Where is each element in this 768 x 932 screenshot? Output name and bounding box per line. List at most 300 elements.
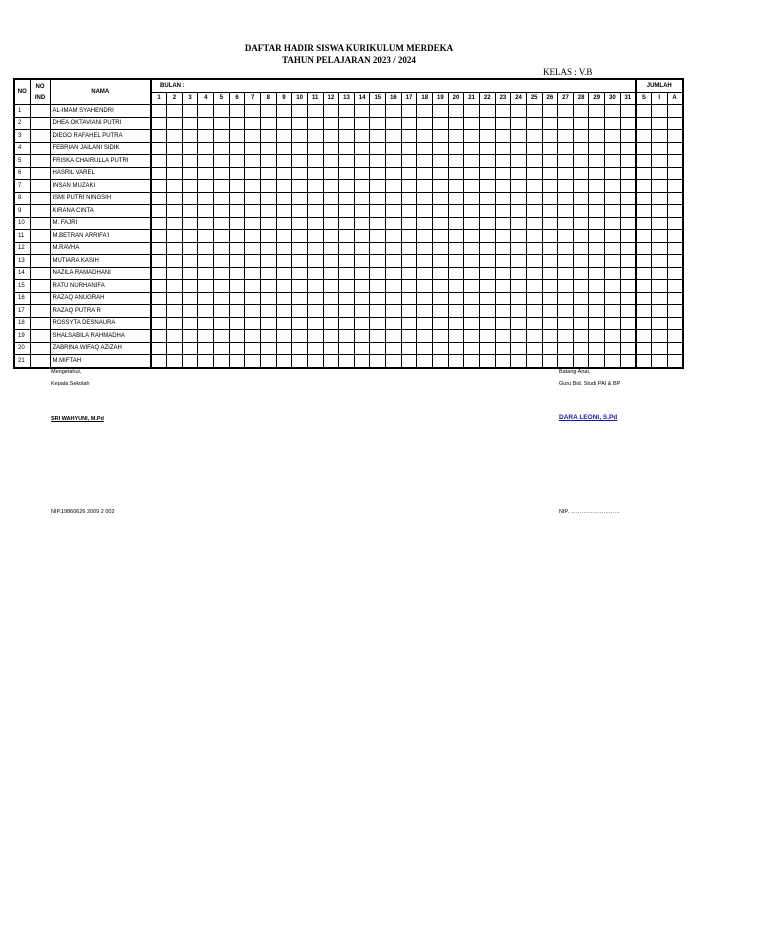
attendance-cell[interactable] [511,217,527,230]
attendance-cell[interactable] [214,242,230,255]
attendance-cell[interactable] [511,242,527,255]
attendance-cell[interactable] [323,330,339,343]
attendance-cell[interactable] [339,142,355,155]
attendance-cell[interactable] [386,280,402,293]
attendance-cell[interactable] [417,330,433,343]
attendance-cell[interactable] [245,292,261,305]
attendance-cell[interactable] [495,317,511,330]
attendance-cell[interactable] [182,192,198,205]
attendance-cell[interactable] [573,342,589,355]
attendance-cell[interactable] [620,355,636,368]
attendance-cell[interactable] [605,142,621,155]
attendance-cell[interactable] [558,280,574,293]
jumlah-cell[interactable] [667,205,683,218]
attendance-cell[interactable] [401,242,417,255]
attendance-cell[interactable] [276,292,292,305]
attendance-cell[interactable] [526,142,542,155]
attendance-cell[interactable] [542,230,558,243]
attendance-cell[interactable] [151,217,167,230]
attendance-cell[interactable] [214,142,230,155]
attendance-cell[interactable] [620,342,636,355]
attendance-cell[interactable] [307,305,323,318]
attendance-cell[interactable] [448,205,464,218]
attendance-cell[interactable] [479,317,495,330]
attendance-cell[interactable] [605,330,621,343]
attendance-cell[interactable] [620,142,636,155]
attendance-cell[interactable] [433,180,449,193]
attendance-cell[interactable] [198,217,214,230]
attendance-cell[interactable] [620,230,636,243]
attendance-cell[interactable] [370,167,386,180]
attendance-cell[interactable] [511,105,527,118]
attendance-cell[interactable] [182,342,198,355]
attendance-cell[interactable] [339,292,355,305]
attendance-cell[interactable] [229,230,245,243]
attendance-cell[interactable] [464,142,480,155]
attendance-cell[interactable] [605,217,621,230]
attendance-cell[interactable] [417,105,433,118]
attendance-cell[interactable] [448,267,464,280]
attendance-cell[interactable] [433,242,449,255]
student-no-ind-cell[interactable] [30,280,50,293]
attendance-cell[interactable] [214,217,230,230]
attendance-cell[interactable] [198,117,214,130]
attendance-cell[interactable] [354,205,370,218]
attendance-cell[interactable] [401,255,417,268]
attendance-cell[interactable] [260,142,276,155]
attendance-cell[interactable] [495,130,511,143]
jumlah-cell[interactable] [667,142,683,155]
attendance-cell[interactable] [464,255,480,268]
attendance-cell[interactable] [401,155,417,168]
attendance-cell[interactable] [276,355,292,368]
attendance-cell[interactable] [542,205,558,218]
attendance-cell[interactable] [479,205,495,218]
attendance-cell[interactable] [620,130,636,143]
attendance-cell[interactable] [229,242,245,255]
attendance-cell[interactable] [214,192,230,205]
attendance-cell[interactable] [605,167,621,180]
attendance-cell[interactable] [605,205,621,218]
attendance-cell[interactable] [182,330,198,343]
attendance-cell[interactable] [167,305,183,318]
attendance-cell[interactable] [433,167,449,180]
attendance-cell[interactable] [198,130,214,143]
attendance-cell[interactable] [292,255,308,268]
attendance-cell[interactable] [620,117,636,130]
attendance-cell[interactable] [448,317,464,330]
attendance-cell[interactable] [339,117,355,130]
attendance-cell[interactable] [448,330,464,343]
attendance-cell[interactable] [370,205,386,218]
attendance-cell[interactable] [433,305,449,318]
attendance-cell[interactable] [339,342,355,355]
attendance-cell[interactable] [526,292,542,305]
jumlah-cell[interactable] [651,117,667,130]
attendance-cell[interactable] [339,192,355,205]
attendance-cell[interactable] [276,205,292,218]
attendance-cell[interactable] [339,167,355,180]
attendance-cell[interactable] [214,317,230,330]
attendance-cell[interactable] [292,155,308,168]
attendance-cell[interactable] [151,355,167,368]
attendance-cell[interactable] [526,217,542,230]
attendance-cell[interactable] [495,355,511,368]
jumlah-cell[interactable] [636,192,652,205]
attendance-cell[interactable] [198,255,214,268]
attendance-cell[interactable] [245,305,261,318]
attendance-cell[interactable] [214,330,230,343]
attendance-cell[interactable] [354,117,370,130]
attendance-cell[interactable] [417,230,433,243]
attendance-cell[interactable] [464,330,480,343]
attendance-cell[interactable] [605,130,621,143]
attendance-cell[interactable] [151,255,167,268]
attendance-cell[interactable] [605,317,621,330]
jumlah-cell[interactable] [651,105,667,118]
attendance-cell[interactable] [323,205,339,218]
attendance-cell[interactable] [573,167,589,180]
attendance-cell[interactable] [620,167,636,180]
attendance-cell[interactable] [370,192,386,205]
jumlah-cell[interactable] [636,142,652,155]
attendance-cell[interactable] [151,117,167,130]
attendance-cell[interactable] [620,267,636,280]
attendance-cell[interactable] [167,267,183,280]
jumlah-cell[interactable] [636,117,652,130]
attendance-cell[interactable] [417,217,433,230]
attendance-cell[interactable] [386,267,402,280]
attendance-cell[interactable] [151,317,167,330]
attendance-cell[interactable] [354,105,370,118]
attendance-cell[interactable] [620,280,636,293]
attendance-cell[interactable] [417,142,433,155]
attendance-cell[interactable] [354,280,370,293]
jumlah-cell[interactable] [667,305,683,318]
attendance-cell[interactable] [511,155,527,168]
attendance-cell[interactable] [417,205,433,218]
attendance-cell[interactable] [605,155,621,168]
attendance-cell[interactable] [589,192,605,205]
attendance-cell[interactable] [589,317,605,330]
attendance-cell[interactable] [182,292,198,305]
attendance-cell[interactable] [558,130,574,143]
attendance-cell[interactable] [370,242,386,255]
student-no-ind-cell[interactable] [30,142,50,155]
attendance-cell[interactable] [511,180,527,193]
attendance-cell[interactable] [417,280,433,293]
attendance-cell[interactable] [307,117,323,130]
attendance-cell[interactable] [464,267,480,280]
attendance-cell[interactable] [511,255,527,268]
attendance-cell[interactable] [401,217,417,230]
attendance-cell[interactable] [354,242,370,255]
attendance-cell[interactable] [433,342,449,355]
attendance-cell[interactable] [339,255,355,268]
attendance-cell[interactable] [276,242,292,255]
attendance-cell[interactable] [198,280,214,293]
attendance-cell[interactable] [151,205,167,218]
attendance-cell[interactable] [526,105,542,118]
attendance-cell[interactable] [526,242,542,255]
attendance-cell[interactable] [605,292,621,305]
attendance-cell[interactable] [307,105,323,118]
attendance-cell[interactable] [339,217,355,230]
attendance-cell[interactable] [511,192,527,205]
attendance-cell[interactable] [401,117,417,130]
attendance-cell[interactable] [151,342,167,355]
attendance-cell[interactable] [339,305,355,318]
attendance-cell[interactable] [214,305,230,318]
attendance-cell[interactable] [167,280,183,293]
attendance-cell[interactable] [620,242,636,255]
jumlah-cell[interactable] [651,217,667,230]
jumlah-cell[interactable] [667,155,683,168]
attendance-cell[interactable] [589,330,605,343]
student-no-ind-cell[interactable] [30,205,50,218]
attendance-cell[interactable] [573,230,589,243]
student-no-ind-cell[interactable] [30,305,50,318]
attendance-cell[interactable] [245,342,261,355]
attendance-cell[interactable] [605,105,621,118]
attendance-cell[interactable] [417,155,433,168]
attendance-cell[interactable] [276,317,292,330]
attendance-cell[interactable] [464,292,480,305]
attendance-cell[interactable] [401,342,417,355]
attendance-cell[interactable] [167,142,183,155]
attendance-cell[interactable] [479,167,495,180]
jumlah-cell[interactable] [636,242,652,255]
attendance-cell[interactable] [605,255,621,268]
attendance-cell[interactable] [448,255,464,268]
jumlah-cell[interactable] [651,292,667,305]
attendance-cell[interactable] [495,155,511,168]
attendance-cell[interactable] [323,292,339,305]
attendance-cell[interactable] [370,280,386,293]
attendance-cell[interactable] [370,317,386,330]
attendance-cell[interactable] [214,292,230,305]
attendance-cell[interactable] [433,230,449,243]
attendance-cell[interactable] [323,217,339,230]
attendance-cell[interactable] [495,305,511,318]
attendance-cell[interactable] [542,167,558,180]
attendance-cell[interactable] [167,155,183,168]
attendance-cell[interactable] [307,267,323,280]
attendance-cell[interactable] [542,342,558,355]
attendance-cell[interactable] [558,267,574,280]
jumlah-cell[interactable] [667,117,683,130]
attendance-cell[interactable] [229,155,245,168]
attendance-cell[interactable] [260,192,276,205]
attendance-cell[interactable] [182,230,198,243]
attendance-cell[interactable] [229,217,245,230]
attendance-cell[interactable] [260,130,276,143]
attendance-cell[interactable] [292,217,308,230]
attendance-cell[interactable] [292,130,308,143]
attendance-cell[interactable] [323,280,339,293]
attendance-cell[interactable] [307,342,323,355]
attendance-cell[interactable] [339,205,355,218]
attendance-cell[interactable] [605,305,621,318]
attendance-cell[interactable] [339,155,355,168]
attendance-cell[interactable] [526,155,542,168]
attendance-cell[interactable] [573,105,589,118]
attendance-cell[interactable] [573,117,589,130]
attendance-cell[interactable] [620,205,636,218]
attendance-cell[interactable] [260,355,276,368]
attendance-cell[interactable] [151,267,167,280]
attendance-cell[interactable] [307,205,323,218]
attendance-cell[interactable] [558,167,574,180]
attendance-cell[interactable] [433,267,449,280]
student-no-ind-cell[interactable] [30,180,50,193]
attendance-cell[interactable] [260,280,276,293]
student-no-ind-cell[interactable] [30,217,50,230]
attendance-cell[interactable] [276,305,292,318]
attendance-cell[interactable] [464,217,480,230]
attendance-cell[interactable] [198,205,214,218]
attendance-cell[interactable] [339,280,355,293]
jumlah-cell[interactable] [667,192,683,205]
attendance-cell[interactable] [479,155,495,168]
attendance-cell[interactable] [370,255,386,268]
jumlah-cell[interactable] [667,242,683,255]
attendance-cell[interactable] [620,180,636,193]
attendance-cell[interactable] [558,180,574,193]
attendance-cell[interactable] [448,130,464,143]
attendance-cell[interactable] [605,180,621,193]
attendance-cell[interactable] [276,105,292,118]
attendance-cell[interactable] [542,267,558,280]
attendance-cell[interactable] [417,305,433,318]
attendance-cell[interactable] [589,155,605,168]
attendance-cell[interactable] [464,155,480,168]
attendance-cell[interactable] [542,217,558,230]
attendance-cell[interactable] [511,167,527,180]
attendance-cell[interactable] [542,330,558,343]
attendance-cell[interactable] [479,355,495,368]
attendance-cell[interactable] [323,242,339,255]
attendance-cell[interactable] [292,342,308,355]
attendance-cell[interactable] [229,267,245,280]
attendance-cell[interactable] [292,105,308,118]
attendance-cell[interactable] [573,267,589,280]
attendance-cell[interactable] [589,117,605,130]
attendance-cell[interactable] [573,330,589,343]
attendance-cell[interactable] [386,292,402,305]
attendance-cell[interactable] [245,267,261,280]
attendance-cell[interactable] [182,117,198,130]
attendance-cell[interactable] [245,255,261,268]
attendance-cell[interactable] [198,267,214,280]
attendance-cell[interactable] [495,142,511,155]
attendance-cell[interactable] [433,217,449,230]
attendance-cell[interactable] [214,130,230,143]
jumlah-cell[interactable] [636,305,652,318]
attendance-cell[interactable] [323,192,339,205]
attendance-cell[interactable] [386,130,402,143]
jumlah-cell[interactable] [636,217,652,230]
attendance-cell[interactable] [229,130,245,143]
attendance-cell[interactable] [167,330,183,343]
attendance-cell[interactable] [589,205,605,218]
attendance-cell[interactable] [479,342,495,355]
attendance-cell[interactable] [229,192,245,205]
attendance-cell[interactable] [589,180,605,193]
attendance-cell[interactable] [151,280,167,293]
attendance-cell[interactable] [558,230,574,243]
attendance-cell[interactable] [276,130,292,143]
attendance-cell[interactable] [479,142,495,155]
jumlah-cell[interactable] [667,230,683,243]
attendance-cell[interactable] [495,242,511,255]
attendance-cell[interactable] [464,242,480,255]
student-no-ind-cell[interactable] [30,267,50,280]
attendance-cell[interactable] [229,292,245,305]
attendance-cell[interactable] [151,305,167,318]
attendance-cell[interactable] [323,105,339,118]
jumlah-cell[interactable] [636,330,652,343]
attendance-cell[interactable] [307,280,323,293]
attendance-cell[interactable] [464,205,480,218]
attendance-cell[interactable] [495,180,511,193]
attendance-cell[interactable] [323,117,339,130]
attendance-cell[interactable] [260,180,276,193]
attendance-cell[interactable] [479,305,495,318]
attendance-cell[interactable] [229,317,245,330]
attendance-cell[interactable] [339,130,355,143]
attendance-cell[interactable] [386,192,402,205]
student-no-ind-cell[interactable] [30,355,50,368]
attendance-cell[interactable] [479,230,495,243]
attendance-cell[interactable] [214,205,230,218]
attendance-cell[interactable] [605,192,621,205]
attendance-cell[interactable] [198,317,214,330]
attendance-cell[interactable] [620,217,636,230]
attendance-cell[interactable] [620,305,636,318]
attendance-cell[interactable] [417,317,433,330]
attendance-cell[interactable] [370,180,386,193]
attendance-cell[interactable] [511,130,527,143]
attendance-cell[interactable] [276,167,292,180]
attendance-cell[interactable] [479,255,495,268]
attendance-cell[interactable] [573,317,589,330]
attendance-cell[interactable] [605,230,621,243]
attendance-cell[interactable] [354,217,370,230]
student-no-ind-cell[interactable] [30,105,50,118]
attendance-cell[interactable] [182,105,198,118]
attendance-cell[interactable] [448,180,464,193]
attendance-cell[interactable] [276,255,292,268]
attendance-cell[interactable] [401,280,417,293]
jumlah-cell[interactable] [651,255,667,268]
attendance-cell[interactable] [448,117,464,130]
attendance-cell[interactable] [370,230,386,243]
attendance-cell[interactable] [354,267,370,280]
student-no-ind-cell[interactable] [30,192,50,205]
student-no-ind-cell[interactable] [30,117,50,130]
attendance-cell[interactable] [229,305,245,318]
attendance-cell[interactable] [245,230,261,243]
attendance-cell[interactable] [401,142,417,155]
attendance-cell[interactable] [354,330,370,343]
attendance-cell[interactable] [167,255,183,268]
jumlah-cell[interactable] [667,355,683,368]
attendance-cell[interactable] [151,192,167,205]
attendance-cell[interactable] [558,142,574,155]
attendance-cell[interactable] [214,280,230,293]
attendance-cell[interactable] [386,105,402,118]
